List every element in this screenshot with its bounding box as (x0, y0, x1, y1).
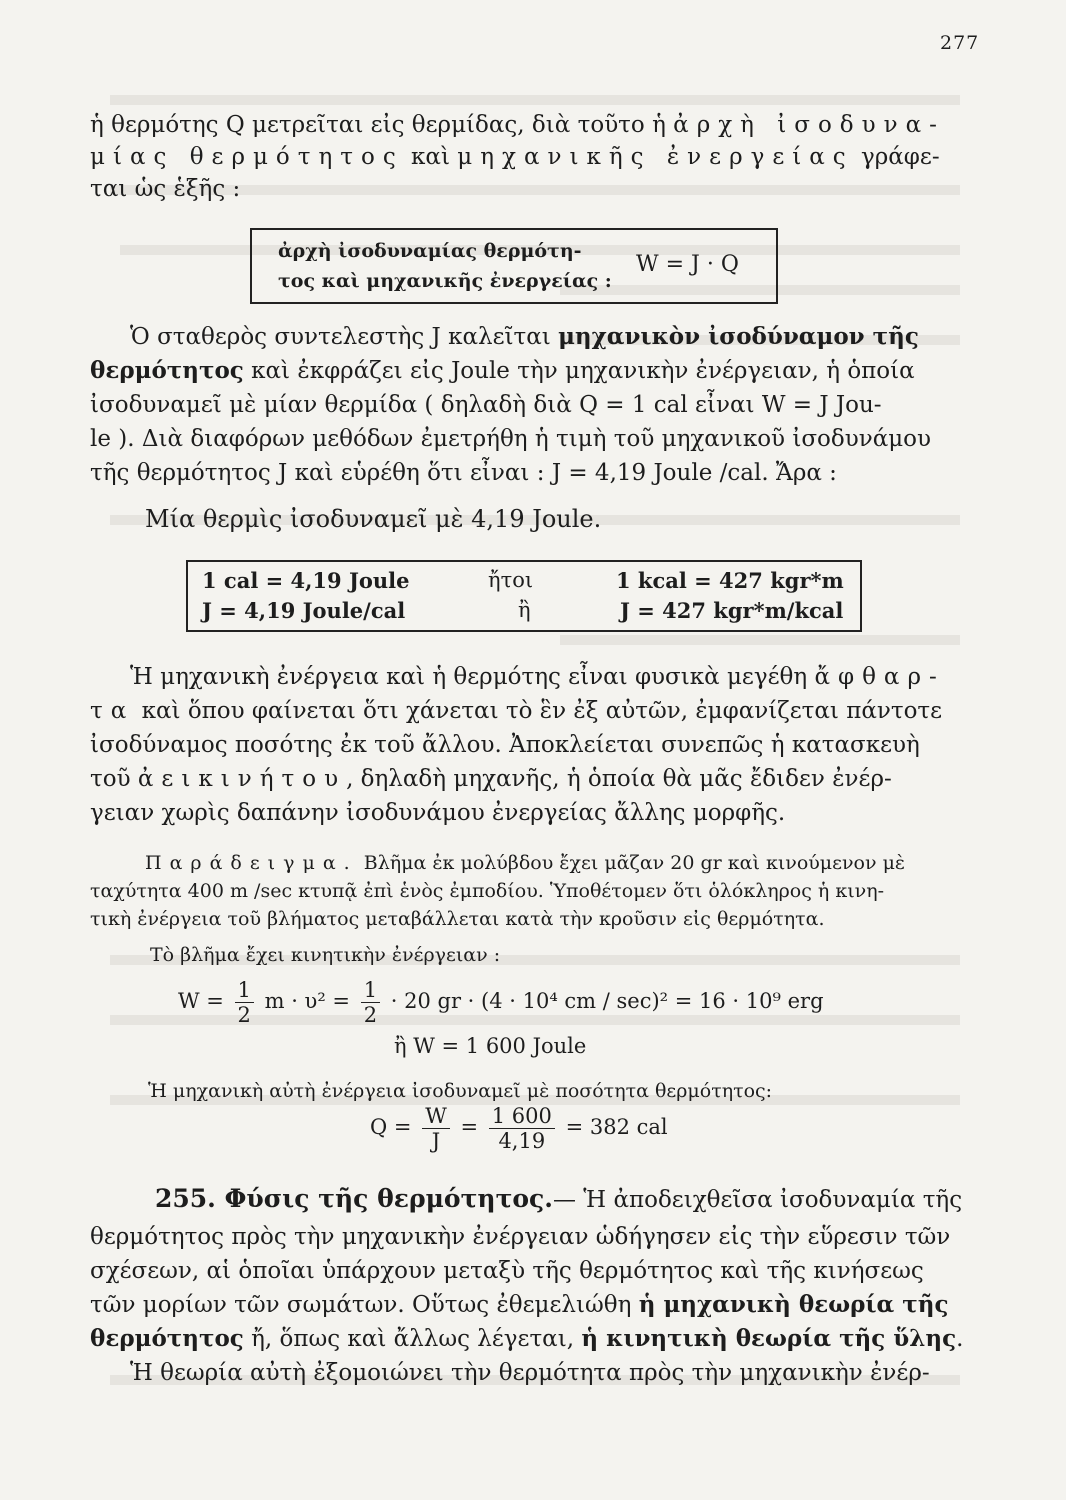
fraction-numerator: 1 (235, 978, 254, 1003)
eq-text: · 20 gr · (4 · 10⁴ cm / sec)² = 16 · 10⁹ erg (390, 989, 824, 1013)
section-line-2: θερμότητος πρὸς τὴν μηχανικὴν ἐνέργειαν ὡδήγησεν εἰς τὴν εὕρεσιν τῶν (90, 1224, 951, 1250)
intro-line-3: ται ὡς ἑξῆς : (90, 176, 241, 202)
fraction-denominator: J (431, 1129, 441, 1153)
bold-term: ἡ μηχανικὴ θεωρία τῆς (638, 1291, 949, 1318)
spaced-term: μηχανικῆς ἐνεργείας (457, 144, 854, 170)
section-line-4 (90, 1290, 948, 1320)
para1-line-6: Μία θερμὶς ἰσοδυναμεῖ μὲ 4,19 Joule. (145, 505, 602, 533)
fraction (235, 978, 254, 1027)
example-label: Παράδειγμα. (145, 852, 358, 874)
example-line-5: Ἡ μηχανικὴ αὐτὴ ἐνέργεια ἰσοδυναμεῖ μὲ ποσότητα θερμότητος: (148, 1080, 773, 1102)
bold-term: μηχανικὸν ἰσοδύναμον τῆς (558, 323, 919, 350)
conversion-box (186, 560, 862, 632)
para-text: Ἡ μηχανικὴ ἐνέργεια καὶ ἡ θερμότης εἶναι φυσικὰ μεγέθη (130, 664, 815, 690)
conversion-cell: 1 kcal = 427 kgr*m (616, 568, 844, 593)
eq-text: W = (178, 989, 224, 1013)
spaced-term: ἄφθαρ- (814, 664, 945, 690)
page-number: 277 (940, 32, 980, 54)
para1-line-2 (90, 356, 915, 386)
para2-line-3: ἰσοδύναμος ποσότης ἐκ τοῦ ἄλλου. Ἀποκλείεται συνεπῶς ἡ κατασκευὴ (90, 732, 920, 758)
bold-term: ἡ κινητικὴ θεωρία τῆς ὕλης (581, 1325, 957, 1352)
principle-box (250, 228, 778, 304)
para-text: καὶ ὅπου φαίνεται ὅτι χάνεται τὸ ἓν ἐξ αὐτῶν, ἐμφανίζεται πάντοτε (134, 698, 943, 724)
principle-label-line: ἀρχὴ ἰσοδυναμίας θερμότη- (278, 240, 582, 262)
example-line-1 (145, 848, 905, 878)
spaced-term: ἀρχὴ ἰσοδυνα- (673, 112, 945, 138)
intro-text: γράφε- (853, 144, 940, 170)
section-line-1 (155, 1184, 962, 1215)
section-line-3: σχέσεων, αἱ ὁποῖαι ὑπάρχουν μεταξὺ τῆς θερμότητος καὶ τῆς κινήσεως (90, 1258, 924, 1284)
section-text: τῶν μορίων τῶν σωμάτων. Οὕτως ἐθεμελιώθη (90, 1292, 639, 1318)
spaced-term: μίας θερμότητος (90, 144, 404, 170)
fraction-numerator: 1 (361, 978, 380, 1003)
conversion-cell: J = 427 kgr*m/kcal (620, 598, 844, 623)
section-line-5 (90, 1324, 963, 1354)
para1-line-5: τῆς θερμότητος J καὶ εὑρέθη ὅτι εἶναι : J = 4,19 Joule /cal. Ἄρα : (90, 460, 837, 486)
heat-equation (370, 1104, 668, 1153)
para-text: Ὁ σταθερὸς συντελεστὴς J καλεῖται (130, 324, 559, 350)
principle-label-line: τος καὶ μηχανικῆς ἐνεργείας : (278, 270, 612, 292)
bold-term: θερμότητος (90, 357, 244, 384)
kinetic-energy-equation (178, 978, 824, 1027)
example-line-2: ταχύτητα 400 m /sec κτυπᾷ ἐπὶ ἑνὸς ἐμποδίου. Ὑποθέτομεν ὅτι ὁλόκληρος ἡ κινη- (90, 880, 885, 902)
eq-text: = 382 cal (565, 1115, 668, 1139)
fraction (361, 978, 380, 1027)
intro-line-1 (90, 110, 945, 140)
intro-text: ἡ θερμότης Q μετρεῖται εἰς θερμίδας, διὰ τοῦτο ἡ (90, 112, 674, 138)
intro-text: καὶ (403, 144, 458, 170)
fraction-numerator: 1 600 (489, 1104, 555, 1129)
section-text: — Ἡ ἀποδειχθεῖσα ἰσοδυναμία τῆς (553, 1187, 963, 1213)
conversion-cell: ἤτοι (488, 568, 534, 592)
fraction-numerator: W (422, 1104, 450, 1129)
work-result: ἢ W = 1 600 Joule (394, 1034, 587, 1058)
example-line-3: τικὴ ἐνέργεια τοῦ βλήματος μεταβάλλεται κατὰ τὴν κροῦσιν εἰς θερμότητα. (90, 908, 825, 930)
principle-formula: W = J · Q (636, 252, 739, 277)
section-text: ἤ, ὅπως καὶ ἄλλως λέγεται, (243, 1326, 582, 1352)
section-line-6: Ἡ θεωρία αὐτὴ ἐξομοιώνει τὴν θερμότητα πρὸς τὴν μηχανικὴν ἐνέρ- (130, 1360, 930, 1386)
conversion-cell: ἢ (518, 598, 531, 622)
conversion-cell: J = 4,19 Joule/cal (202, 598, 406, 623)
para2-line-1 (130, 662, 945, 692)
section-heading: 255. Φύσις τῆς θερμότητος. (155, 1184, 553, 1213)
eq-text: = (460, 1115, 479, 1139)
fraction (422, 1104, 450, 1153)
para-text: , δηλαδὴ μηχανῆς, ἡ ὁποία θὰ μᾶς ἔδιδεν ἐνέρ- (346, 766, 892, 792)
para1-line-4: le ). Διὰ διαφόρων μεθόδων ἐμετρήθη ἡ τιμὴ τοῦ μηχανικοῦ ἰσοδυνάμου (90, 426, 932, 452)
para-text: καὶ ἐκφράζει εἰς Joule τὴν μηχανικὴν ἐνέργειαν, ἡ ὁποία (243, 358, 915, 384)
fraction-denominator: 2 (237, 1003, 251, 1027)
conversion-cell: 1 cal = 4,19 Joule (202, 568, 410, 593)
para2-line-5: γειαν χωρὶς δαπάνην ἰσοδυνάμου ἐνεργείας ἄλλης μορφῆς. (90, 800, 786, 826)
spaced-term: ἀεικινήτου (137, 766, 347, 792)
intro-line-2 (90, 142, 940, 172)
para2-line-4 (90, 764, 892, 794)
para2-line-2 (90, 696, 942, 726)
section-text: . (956, 1326, 964, 1352)
example-line-4: Τὸ βλῆμα ἔχει κινητικὴν ἐνέργειαν : (150, 944, 501, 966)
eq-text: Q = (370, 1115, 412, 1139)
para1-line-3: ἰσοδυναμεῖ μὲ μίαν θερμίδα ( δηλαδὴ διὰ Q = 1 cal εἶναι W = J Jou- (90, 392, 882, 418)
example-text: Βλῆμα ἐκ μολύβδου ἔχει μᾶζαν 20 gr καὶ κινούμενον μὲ (357, 852, 906, 874)
para-text: τοῦ (90, 766, 138, 792)
fraction (489, 1104, 555, 1153)
fraction-denominator: 4,19 (498, 1129, 546, 1153)
fraction-denominator: 2 (363, 1003, 378, 1027)
bold-term: θερμότητος (90, 1325, 244, 1352)
eq-text: m · υ² = (264, 989, 351, 1013)
spaced-term: τα (90, 698, 135, 724)
principle-label (278, 236, 612, 296)
para1-line-1 (130, 322, 919, 352)
